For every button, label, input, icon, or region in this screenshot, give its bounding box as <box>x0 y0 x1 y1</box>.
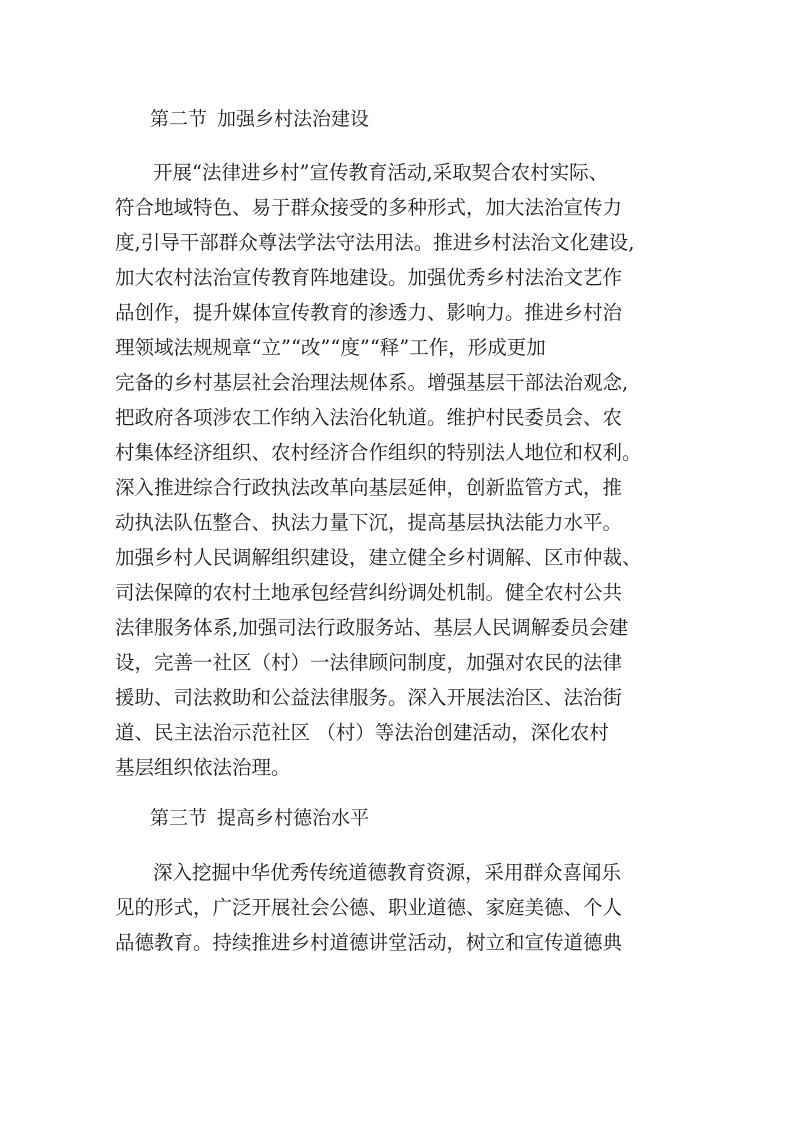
paragraph-line: 理领域法规规章“立”“改”“度”“释”工作，形成更加 <box>115 336 546 359</box>
paragraph-line: 司法保障的农村土地承包经营纠纷调处机制。健全农村公共 <box>115 581 623 604</box>
paragraph-line: 品创作，提升媒体宣传教育的渗透力、影响力。推进乡村治 <box>115 301 623 324</box>
paragraph-line: 加强乡村人民调解组织建设，建立健全乡村调解、区市仲裁、 <box>115 546 642 569</box>
section-3-number: 第三节 <box>150 807 208 829</box>
paragraph-line: 村集体经济组织、农村经济合作组织的特别法人地位和权利。 <box>115 441 642 464</box>
paragraph-line: 完备的乡村基层社会治理法规体系。增强基层干部法治观念, <box>115 371 629 394</box>
section-2-number: 第二节 <box>150 108 208 130</box>
paragraph-line: 援助、司法救助和公益法律服务。深入开展法治区、法治街 <box>115 686 623 709</box>
section-3-heading <box>150 806 369 830</box>
paragraph-line: 法律服务体系,加强司法行政服务站、基层人民调解委员会建 <box>115 616 629 639</box>
paragraph-line: 把政府各项涉农工作纳入法治化轨道。维护村民委员会、农 <box>115 406 623 429</box>
paragraph-line: 开展“法律进乡村”宣传教育活动,采取契合农村实际、 <box>153 161 609 184</box>
paragraph-line: 度,引导干部群众尊法学法守法用法。推进乡村法治文化建设, <box>115 231 635 254</box>
paragraph-line: 道、民主法治示范社区 （村）等法治创建活动，深化农村 <box>115 721 609 744</box>
section-2-title: 加强乡村法治建设 <box>217 108 370 130</box>
paragraph-line: 深入推进综合行政执法改革向基层延伸，创新监管方式，推 <box>115 476 623 499</box>
paragraph-line: 设，完善一社区（村）一法律顾问制度，加强对农民的法律 <box>115 651 623 674</box>
paragraph-line: 品德教育。持续推进乡村道德讲堂活动，树立和宣传道德典 <box>115 931 623 954</box>
paragraph-line: 加大农村法治宣传教育阵地建设。加强优秀乡村法治文艺作 <box>115 266 623 289</box>
section-3-title: 提高乡村德治水平 <box>217 807 370 829</box>
paragraph-line: 符合地域特色、易于群众接受的多种形式，加大法治宣传力 <box>115 196 623 219</box>
section-2-heading <box>150 107 369 131</box>
paragraph-line: 基层组织依法治理。 <box>115 756 291 779</box>
paragraph-line: 深入挖掘中华优秀传统道德教育资源，采用群众喜闻乐 <box>153 861 622 884</box>
paragraph-line: 见的形式，广泛开展社会公德、职业道德、家庭美德、个人 <box>115 896 623 919</box>
paragraph-line: 动执法队伍整合、执法力量下沉，提高基层执法能力水平。 <box>115 511 623 534</box>
